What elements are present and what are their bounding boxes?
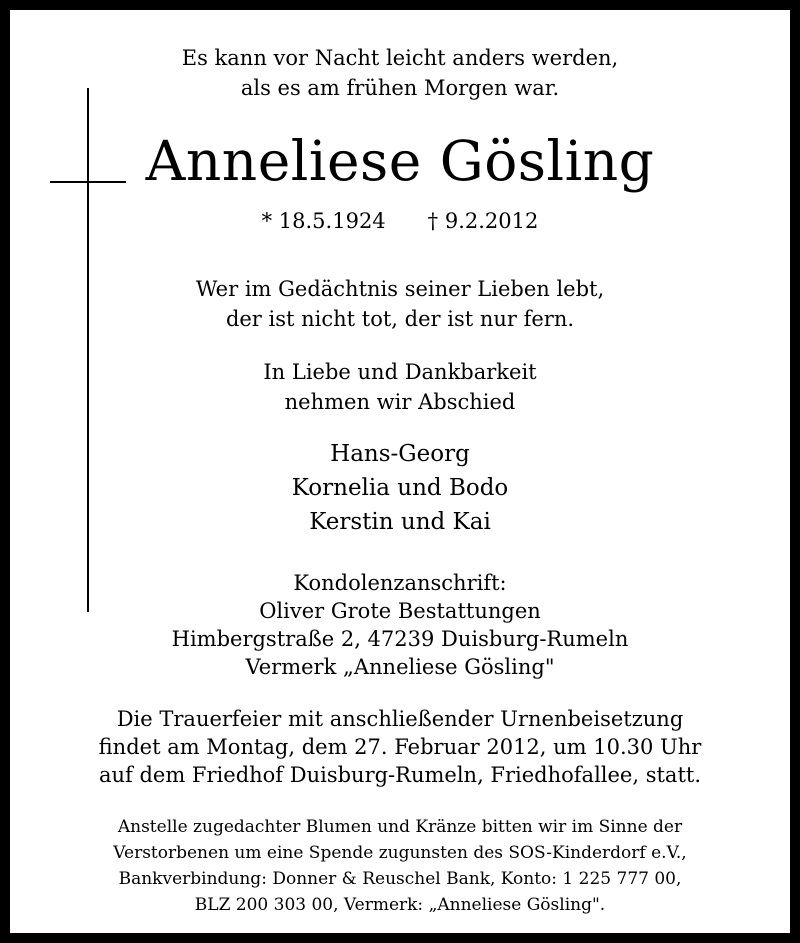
mourner-name: Kerstin und Kai	[309, 509, 491, 535]
birth-date: * 18.5.1924	[261, 209, 386, 233]
opening-quote-line-2: als es am frühen Morgen war.	[240, 76, 560, 100]
condolence-heading: Kondolenzanschrift:	[293, 571, 507, 595]
mourner-name: Hans-Georg	[330, 441, 470, 467]
mourner-name: Kornelia und Bodo	[291, 475, 509, 501]
farewell-line-1: In Liebe und Dankbarkeit	[263, 360, 537, 384]
deceased-name: Anneliese Gösling	[145, 129, 655, 193]
donation-line-3: Bankverbindung: Donner & Reuschel Bank, Konto: 1 225 777 00,	[118, 869, 682, 889]
donation-line-2: Verstorbenen um eine Spende zugunsten des SOS-Kinderdorf e.V.,	[113, 843, 687, 863]
memorial-quote-line-2: der ist nicht tot, der ist nur fern.	[225, 307, 575, 331]
ceremony-line-2: findet am Montag, dem 27. Februar 2012, um 10.30 Uhr	[98, 735, 702, 759]
death-date: † 9.2.2012	[427, 209, 539, 233]
donation-line-4: BLZ 200 303 00, Vermerk: „Anneliese Gösling".	[194, 895, 606, 915]
farewell-line-2: nehmen wir Abschied	[284, 390, 516, 414]
opening-quote-line-1: Es kann vor Nacht leicht anders werden,	[181, 46, 619, 70]
ceremony-line-3: auf dem Friedhof Duisburg-Rumeln, Friedhofallee, statt.	[98, 763, 702, 787]
condolence-address: Himbergstraße 2, 47239 Duisburg-Rumeln	[171, 627, 629, 651]
donation-line-1: Anstelle zugedachter Blumen und Kränze bitten wir im Sinne der	[117, 817, 683, 837]
ceremony-line-1: Die Trauerfeier mit anschließender Urnenbeisetzung	[116, 707, 684, 731]
condolence-undertaker: Oliver Grote Bestattungen	[259, 599, 541, 623]
condolence-reference: Vermerk „Anneliese Gösling"	[245, 655, 555, 679]
memorial-quote-line-1: Wer im Gedächtnis seiner Lieben lebt,	[195, 277, 605, 301]
life-dates	[0, 206, 800, 236]
